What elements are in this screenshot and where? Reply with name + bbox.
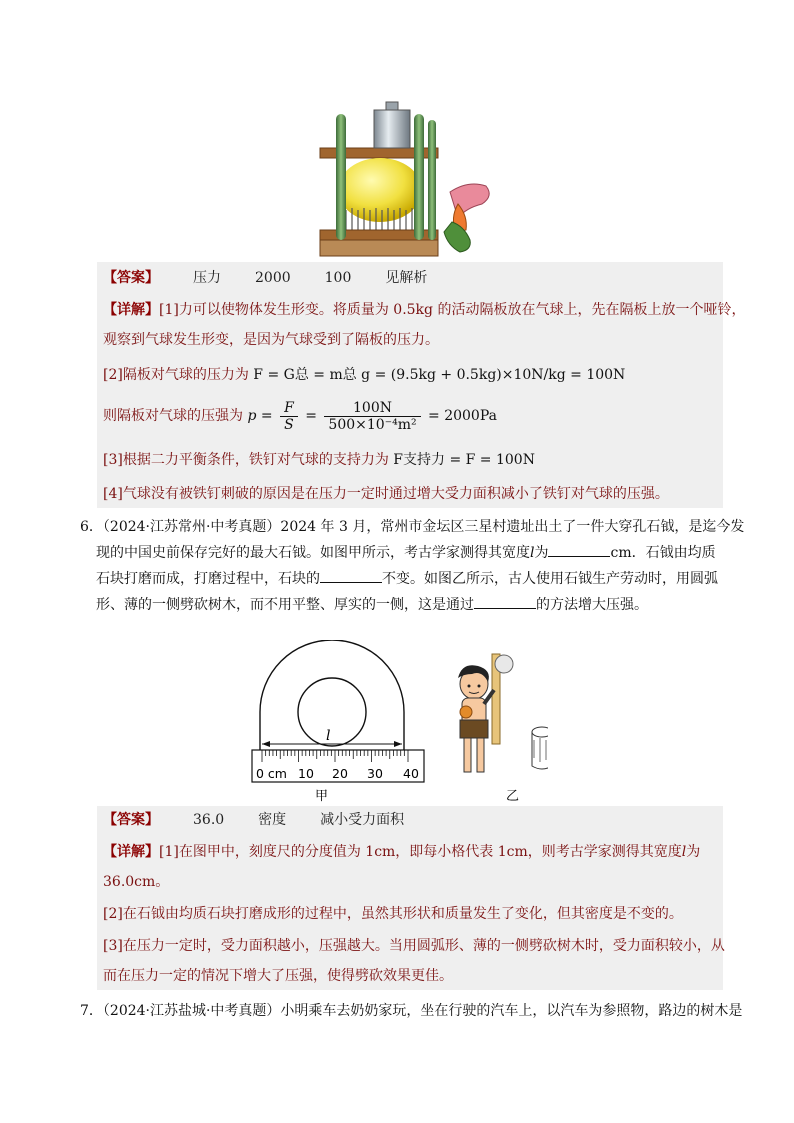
fraction-numerator: F: [280, 400, 298, 417]
ruler-tick-label: 30: [367, 766, 383, 781]
fraction-numerator: 100N: [324, 400, 420, 417]
answer-label: 【答案】: [103, 812, 159, 828]
detail-text: 观察到气球发生形变，是因为气球受到了隔板的压力。: [103, 332, 439, 348]
variable-l: l: [530, 545, 535, 561]
answer-blank[interactable]: [474, 594, 536, 609]
answer-item: 密度: [258, 812, 287, 828]
detail-text: [1]力可以使物体发生形变。将质量为 0.5kg 的活动隔板放在气球上，先在隔板上放一个哑铃，: [159, 302, 746, 318]
pressure-force-formula: F = G总 = m总 g = (9.5kg + 0.5kg)×10N/kg = 100N: [253, 367, 626, 383]
detail-text: [3]根据二力平衡条件，铁钉对气球的支持力为: [103, 452, 389, 468]
answer-item: 压力: [193, 270, 221, 286]
detail-text: 为: [686, 844, 701, 860]
ruler-length-label: l: [326, 728, 331, 744]
detail-text: 而在压力一定的情况下增大了压强，使得劈砍效果更佳。: [103, 968, 453, 984]
question-text: 为: [534, 545, 549, 561]
question-text: 石块打磨而成，打磨过程中，石块的: [96, 571, 320, 587]
answer-blank[interactable]: [548, 542, 610, 557]
axe-hole: [298, 678, 366, 746]
answer-item: 减小受力面积: [320, 812, 405, 828]
figure-caption-jia: 甲: [315, 789, 329, 804]
question-text: 形、薄的一侧劈砍树木，而不用平整、厚实的一侧，这是通过: [96, 597, 474, 613]
question-text: 6．（2024·江苏常州·中考真题）2024 年 3 月，常州市金坛区三星村遗址出土了一件大穿孔石钺，是迄今发: [80, 519, 745, 535]
answer-blank[interactable]: [320, 568, 382, 583]
question-text: 现的中国史前保存完好的最大石钺。如图甲所示，考古学家测得其宽度: [96, 545, 530, 561]
fraction-denominator: S: [284, 416, 294, 433]
stone-axe-figure: [248, 640, 548, 805]
variable-l: l: [681, 844, 687, 860]
detail-text: 则隔板对气球的压强为: [103, 408, 243, 424]
answer-item: 见解析: [385, 270, 428, 286]
detail-text: [3]在压力一定时，受力面积越小，压强越大。当用圆弧形、薄的一侧劈砍树木时，受力面积较小，从: [103, 938, 725, 954]
answer-item: 100: [324, 270, 352, 286]
fraction-denominator: 500×10⁻⁴m²: [328, 416, 417, 433]
question-text: 的方法增大压强。: [536, 597, 648, 613]
answer-label: 【答案】: [103, 270, 159, 286]
ruler-tick-label: 10: [298, 766, 314, 781]
pressure-result: = 2000Pa: [428, 408, 497, 424]
ruler-tick-label: 20: [332, 766, 348, 781]
question-text: 不变。如图乙所示，古人使用石钺生产劳动时，用圆弧: [382, 571, 718, 587]
answer-item: 36.0: [193, 812, 225, 828]
stone-axe-outline: [260, 640, 404, 750]
detail-label: 【详解】: [103, 844, 159, 860]
question-6: [80, 514, 745, 618]
question-7: 7．（2024·江苏盐城·中考真题）小明乘车去奶奶家玩，坐在行驶的汽车上，以汽车为参照物，路边的树木是: [80, 1003, 743, 1019]
ruler-tick-label: 0 cm: [256, 766, 287, 781]
detail-text: [4]气球没有被铁钉刺破的原因是在压力一定时通过增大受力面积减小了铁钉对气球的压强。: [103, 486, 669, 502]
support-force-formula: F支持力 = F = 100N: [393, 452, 535, 468]
detail-text: [2]隔板对气球的压力为: [103, 367, 249, 383]
detail-text: [2]在石钺由均质石块打磨成形的过程中，虽然其形状和质量发生了变化，但其密度是不变的。: [103, 906, 683, 922]
detail-label: 【详解】: [103, 302, 159, 318]
answer-item: 2000: [255, 270, 291, 286]
balloon-nail-apparatus-figure: [318, 100, 508, 258]
answer-section-2: [97, 806, 723, 990]
answer-section-1: 【答案】 压力 2000 100 见解析 【详解】[1]力可以使物体发生形变。将质量为 0.5kg 的活动隔板放在气球上，先在隔板上放一个哑铃， 观察到气球发生形变，是因为气球受到了隔板的压力。 [2]隔板对气球的压力为 F = G总 = m总 g = (9.5kg + 0.5kg)×10N/kg = 100N 则隔板对气球的压强为 p = $\frac{F}{S}$ = $\frac{100N}{\text{500×10⁻⁴m²}}$ = 2000Pa [3]根据二力平衡条件，铁钉对气球的支持力为 F支持力 = F = 100N [4]气球没有被铁钉刺破的原因是在压力一定时通过增大受力面积减小了铁钉对气球的压强。: [97, 262, 723, 508]
ruler-tick-label: 40: [403, 766, 419, 781]
figure-caption-yi: 乙: [506, 789, 520, 804]
detail-text: [1]在图甲中，刻度尺的分度值为 1cm，即每小格代表 1cm，则考古学家测得其宽度: [159, 844, 682, 860]
person-chopping-illustration: [458, 654, 548, 772]
question-text: cm．石钺由均质: [610, 545, 716, 561]
detail-text: 36.0cm。: [103, 874, 170, 890]
